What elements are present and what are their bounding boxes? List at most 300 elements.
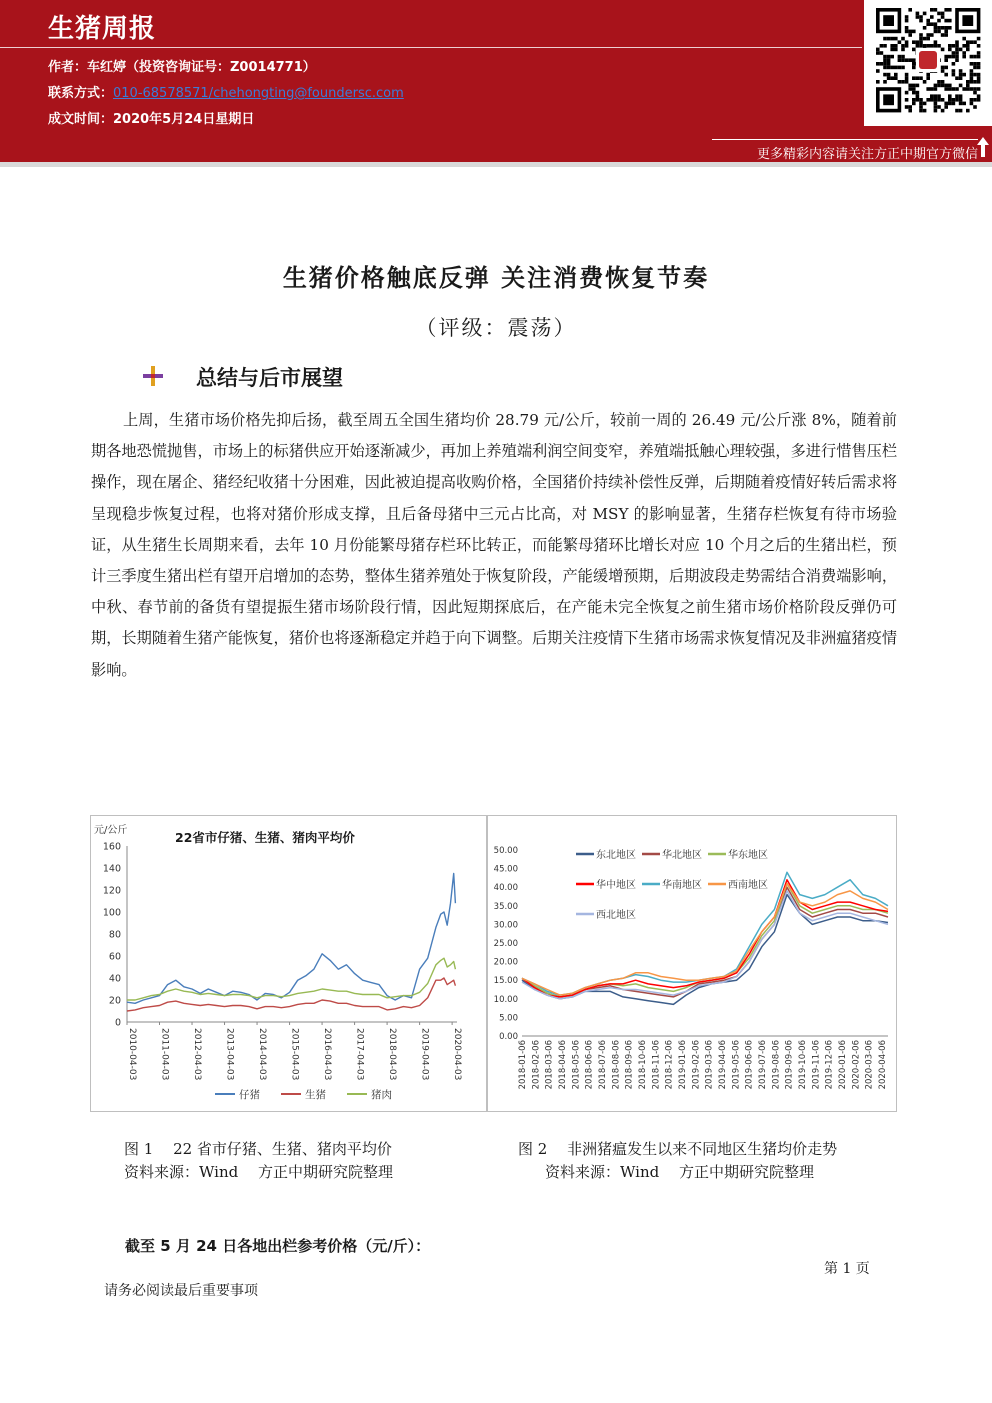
chart2-xtick: 2018-07-06 [598, 1040, 608, 1090]
qr-module [970, 69, 974, 73]
qr-module [948, 26, 952, 30]
qr-module [955, 98, 959, 102]
section-title: 总结与后市展望 [196, 366, 343, 390]
qr-module [959, 48, 963, 52]
chart1-xtick: 2015-04-03 [289, 1028, 300, 1081]
qr-module [930, 15, 934, 19]
summary-paragraph: 上周，生猪市场价格先抑后扬，截至周五全国生猪均价 28.79 元/公斤，较前一周的 26.49 元/公斤涨 8%，随着前期各地恐慌抛售，市场上的标猪供应开始逐渐减少，再加上养殖端利润空间变窄，养殖端抵触心理较强，多进行惜售压栏操作，现在屠企、猪经纪收猪十分困难，因此被迫提高收购价格，全国猪价持续补偿性反弹，后期随着疫情好转后需求将呈现稳步恢复过程，也将对猪价形成支撑，且后备母猪中三元占比高，对 MSY 的影响显著，生猪存栏恢复有待市场验证，从生猪生长周期来看，去年 10 月份能繁母猪存栏环比转正，而能繁母猪环比增长对应 10 个月之后的生猪出栏，预计三季度生猪出栏有望开启增加的态势，整体生猪养殖处于恢复阶段，产能缓增预期，后期波段走势需结合消费端影响，中秋、春节前的备货有望提振生猪市场阶段行情，因此短期探底后，在产能未完全恢复之前生猪市场价格阶段反弹仍可期，长期随着生猪产能恢复，猪价也将逐渐稳定并趋于向下调整。后期关注疫情下生猪市场需求恢复情况及非洲瘟猪疫情影响。 [91, 411, 897, 679]
qr-module [959, 73, 963, 77]
qr-module [934, 84, 938, 88]
chart1-series-line [127, 958, 455, 1000]
qr-module [966, 48, 970, 52]
qr-module [908, 30, 912, 34]
qr-module [970, 76, 974, 80]
qr-module [905, 15, 909, 19]
qr-module [923, 12, 927, 16]
qr-module [890, 66, 894, 70]
qr-module [919, 109, 923, 113]
qr-module [930, 44, 934, 48]
qr-module [908, 87, 912, 91]
qr-module [905, 76, 909, 80]
qr-module [937, 84, 941, 88]
qr-module [944, 87, 948, 91]
qr-module [944, 55, 948, 59]
qr-module [890, 55, 894, 59]
chart2-xtick: 2019-03-06 [704, 1040, 715, 1090]
qr-module [880, 44, 884, 48]
qr-module [894, 76, 898, 80]
qr-module [962, 55, 966, 59]
qr-module [952, 62, 956, 66]
chart2-xtick: 2019-12-06 [824, 1040, 835, 1090]
qr-module [898, 40, 902, 44]
qr-module [901, 48, 905, 52]
qr-module [894, 73, 898, 77]
qr-module [883, 58, 887, 62]
chart1-ytick: 160 [102, 841, 121, 853]
qr-module [977, 80, 981, 84]
qr-module [966, 44, 970, 48]
qr-module [934, 98, 938, 102]
chart2-ytick: 10.00 [493, 994, 518, 1005]
qr-module [934, 30, 938, 34]
chart1-xtick: 2016-04-03 [322, 1028, 333, 1081]
chart1-series-line [127, 874, 455, 1004]
chart1-ytick: 120 [102, 885, 121, 897]
qr-module [916, 94, 920, 98]
chart2-xtick: 2018-12-06 [664, 1040, 675, 1090]
qr-module [916, 15, 920, 19]
qr-module [941, 33, 945, 37]
qr-module [973, 73, 977, 77]
qr-module [883, 44, 887, 48]
chart2-xtick: 2018-04-06 [558, 1040, 568, 1090]
qr-module [912, 40, 916, 44]
chart2-ytick: 25.00 [493, 939, 518, 949]
qr-module [948, 48, 952, 52]
qr-module [955, 48, 959, 52]
qr-module [923, 44, 927, 48]
qr-module [908, 8, 912, 12]
qr-module [973, 66, 977, 70]
chart2-xtick: 2019-05-06 [731, 1040, 742, 1090]
qr-module [966, 84, 970, 88]
qr-module [908, 58, 912, 62]
chart2-xtick: 2019-04-06 [718, 1040, 728, 1090]
page-number: 第 1 页 [824, 1261, 870, 1277]
qr-module [941, 15, 945, 19]
qr-module [959, 69, 963, 73]
chart1-xtick: 2017-04-03 [354, 1028, 365, 1081]
qr-module [901, 80, 905, 84]
qr-finder-core [883, 15, 894, 26]
qr-module [926, 76, 930, 80]
qr-module [887, 55, 891, 59]
qr-module [937, 19, 941, 23]
qr-module [959, 98, 963, 102]
chart1-ytick: 60 [108, 951, 121, 963]
qr-finder-core [883, 94, 894, 105]
chart2-ytick: 20.00 [493, 957, 518, 968]
chart2-xtick: 2019-02-06 [691, 1040, 702, 1090]
qr-module [908, 33, 912, 37]
chart2-ytick: 30.00 [493, 920, 518, 931]
figure2-source: 资料来源：Wind 方正中期研究院整理 [545, 1163, 814, 1181]
qr-module [952, 69, 956, 73]
qr-module [952, 55, 956, 59]
chart2-xtick: 2020-01-06 [838, 1040, 848, 1090]
qr-module [926, 19, 930, 23]
qr-module [934, 26, 938, 30]
chart1-ytick: 140 [102, 863, 121, 875]
chart1-ytick: 40 [108, 973, 121, 985]
qr-module [912, 62, 916, 66]
chart1-ytick: 80 [108, 929, 121, 941]
qr-module [973, 87, 977, 91]
qr-module [916, 12, 920, 16]
qr-logo-icon [919, 51, 937, 69]
qr-module [941, 98, 945, 102]
qr-module [944, 105, 948, 109]
qr-module [955, 51, 959, 55]
chart1-xtick: 2011-04-03 [159, 1028, 170, 1081]
qr-module [926, 87, 930, 91]
header-stripe [0, 162, 992, 167]
chart2-xtick: 2018-09-06 [624, 1040, 635, 1090]
qr-module [948, 19, 952, 23]
qr-module [977, 94, 981, 98]
chart2-xtick: 2020-03-06 [864, 1040, 875, 1090]
qr-module [970, 102, 974, 106]
qr-module [912, 91, 916, 95]
qr-module [905, 105, 909, 109]
qr-module [930, 22, 934, 26]
qr-module [962, 37, 966, 41]
qr-module [926, 73, 930, 77]
qr-module [966, 87, 970, 91]
qr-module [977, 62, 981, 66]
contact-line [48, 82, 404, 101]
chart2-legend-label: 东北地区 [596, 850, 636, 861]
chart2-xtick: 2020-04-06 [878, 1040, 888, 1090]
qr-module [890, 44, 894, 48]
qr-module [952, 73, 956, 77]
qr-module [926, 22, 930, 26]
qr-module [944, 66, 948, 70]
chart2-legend-label: 华南地区 [662, 880, 702, 891]
qr-module [934, 40, 938, 44]
chart2-legend-label: 华中地区 [596, 880, 636, 891]
qr-module [887, 73, 891, 77]
qr-module [944, 30, 948, 34]
qr-module [919, 40, 923, 44]
qr-module [905, 40, 909, 44]
contact-label: 联系方式： [48, 86, 114, 101]
qr-module [962, 73, 966, 77]
qr-module [977, 66, 981, 70]
qr-module [955, 87, 959, 91]
qr-module [962, 87, 966, 91]
qr-module [948, 44, 952, 48]
qr-module [887, 37, 891, 41]
chart2-xtick: 2018-03-06 [544, 1040, 555, 1090]
qr-module [898, 55, 902, 59]
qr-module [966, 109, 970, 113]
qr-module [905, 91, 909, 95]
chart1-legend-label: 猪肉 [371, 1089, 392, 1101]
qr-module [955, 44, 959, 48]
qr-module [952, 51, 956, 55]
qr-module [948, 87, 952, 91]
qr-module [937, 80, 941, 84]
qr-module [926, 98, 930, 102]
chart1-ylabel: 元/公斤 [94, 825, 128, 836]
qr-module [941, 109, 945, 113]
qr-module [948, 84, 952, 88]
qr-module [905, 19, 909, 23]
qr-module [919, 105, 923, 109]
qr-module [970, 73, 974, 77]
qr-module [901, 58, 905, 62]
qr-module [923, 109, 927, 113]
qr-module [941, 80, 945, 84]
qr-module [948, 8, 952, 12]
qr-module [962, 44, 966, 48]
chart1-svg [91, 816, 488, 1113]
qr-module [898, 66, 902, 70]
qr-module [883, 73, 887, 77]
qr-module [930, 8, 934, 12]
report-rating: （评级：震荡） [415, 316, 577, 340]
chart1-xtick: 2010-04-03 [127, 1028, 137, 1081]
qr-module [901, 66, 905, 70]
qr-module [955, 76, 959, 80]
qr-module [905, 26, 909, 30]
qr-module [973, 40, 977, 44]
qr-module [952, 102, 956, 106]
qr-module [937, 26, 941, 30]
qr-module [977, 44, 981, 48]
qr-module [912, 87, 916, 91]
chart1-ytick: 0 [114, 1017, 121, 1029]
qr-module [977, 76, 981, 80]
qr-module [959, 84, 963, 88]
qr-module [941, 26, 945, 30]
qr-module [905, 98, 909, 102]
qr-module [912, 102, 916, 106]
qr-module [944, 58, 948, 62]
chart2-series-line [522, 884, 888, 996]
qr-module [883, 37, 887, 41]
qr-module [934, 109, 938, 113]
qr-module [944, 19, 948, 23]
qr-module [977, 55, 981, 59]
qr-module [934, 87, 938, 91]
qr-module [941, 84, 945, 88]
chart2-ytick: 0.00 [499, 1032, 518, 1042]
qr-module [970, 62, 974, 66]
chart2-ytick: 5.00 [499, 1013, 518, 1024]
qr-module [952, 44, 956, 48]
qr-code-icon [872, 4, 984, 120]
qr-module [898, 58, 902, 62]
qr-module [916, 98, 920, 102]
qr-module [962, 51, 966, 55]
date-line: 成文时间：2020年5月24日星期日 [48, 112, 255, 127]
qr-module [919, 102, 923, 106]
chart-regional-hog-price [487, 815, 897, 1112]
qr-module [941, 48, 945, 52]
chart1-xtick: 2014-04-03 [257, 1028, 268, 1081]
qr-module [944, 102, 948, 106]
qr-module [948, 102, 952, 106]
footer-notice: 请务必阅读最后重要事项 [104, 1283, 258, 1299]
figure2-caption: 图 2 非洲猪瘟发生以来不同地区生猪均价走势 [518, 1140, 838, 1158]
qr-module [966, 80, 970, 84]
qr-module [898, 80, 902, 84]
qr-module [926, 44, 930, 48]
report-brand: 生猪周报 [48, 14, 157, 44]
qr-module [923, 37, 927, 41]
qr-module [973, 98, 977, 102]
chart2-svg [488, 816, 898, 1113]
chart2-xtick: 2019-01-06 [678, 1040, 688, 1090]
chart2-xtick: 2019-11-06 [811, 1040, 822, 1090]
chart2-legend-label: 西南地区 [728, 880, 768, 891]
contact-link[interactable]: 010-68578571/chehongting@foundersc.com [113, 86, 404, 101]
qr-module [908, 109, 912, 113]
chart-price-22-provinces [90, 815, 487, 1112]
qr-module [955, 40, 959, 44]
qr-module [883, 55, 887, 59]
qr-module [966, 40, 970, 44]
qr-module [905, 44, 909, 48]
qr-module [894, 37, 898, 41]
qr-module [883, 62, 887, 66]
qr-module [923, 80, 927, 84]
chart2-ytick: 50.00 [493, 846, 518, 856]
qr-module [970, 40, 974, 44]
qr-module [887, 62, 891, 66]
chart2-xtick: 2018-01-06 [518, 1040, 528, 1090]
qr-module [952, 98, 956, 102]
qr-module [959, 76, 963, 80]
qr-module [912, 66, 916, 70]
qr-module [934, 102, 938, 106]
qr-module [973, 62, 977, 66]
qr-module [955, 109, 959, 113]
qr-module [934, 44, 938, 48]
qr-module [916, 40, 920, 44]
chart2-xtick: 2018-11-06 [651, 1040, 662, 1090]
qr-module [930, 94, 934, 98]
qr-module [937, 12, 941, 16]
qr-module [944, 33, 948, 37]
qr-module [977, 37, 981, 41]
qr-module [970, 80, 974, 84]
qr-module [973, 91, 977, 95]
qr-module [977, 98, 981, 102]
qr-module [934, 105, 938, 109]
qr-module [880, 62, 884, 66]
qr-module [876, 80, 880, 84]
qr-module [916, 76, 920, 80]
figure1-caption: 图 1 22 省市仔猪、生猪、猪肉平均价 [124, 1140, 392, 1158]
qr-module [930, 98, 934, 102]
qr-module [937, 94, 941, 98]
qr-module [930, 33, 934, 37]
arrow-up-icon [976, 136, 990, 158]
qr-module [912, 76, 916, 80]
qr-module [926, 37, 930, 41]
chart1-ytick: 100 [102, 907, 121, 919]
chart1-xtick: 2013-04-03 [224, 1028, 235, 1081]
qr-module [937, 98, 941, 102]
qr-module [941, 69, 945, 73]
qr-module [919, 98, 923, 102]
report-header [0, 0, 992, 162]
qr-module [890, 37, 894, 41]
qr-module [934, 22, 938, 26]
qr-module [901, 44, 905, 48]
qr-module [876, 62, 880, 66]
qr-module [973, 55, 977, 59]
qr-code [864, 0, 992, 126]
qr-module [912, 48, 916, 52]
qr-module [934, 8, 938, 12]
qr-module [926, 33, 930, 37]
qr-module [941, 66, 945, 70]
chart2-xtick: 2019-07-06 [758, 1040, 768, 1090]
qr-module [916, 91, 920, 95]
qr-module [876, 51, 880, 55]
qr-module [901, 55, 905, 59]
qr-module [880, 51, 884, 55]
chart2-xtick: 2018-08-06 [611, 1040, 622, 1090]
qr-module [948, 55, 952, 59]
qr-module [944, 84, 948, 88]
qr-module [955, 94, 959, 98]
qr-module [948, 98, 952, 102]
qr-module [970, 87, 974, 91]
qr-module [952, 87, 956, 91]
qr-module [930, 87, 934, 91]
qr-module [970, 55, 974, 59]
qr-module [912, 58, 916, 62]
qr-module [876, 48, 880, 52]
chart2-ytick: 45.00 [493, 864, 518, 875]
chart1-ytick: 20 [108, 995, 121, 1007]
qr-module [908, 84, 912, 88]
qr-module [890, 48, 894, 52]
chart2-xtick: 2018-10-06 [638, 1040, 648, 1090]
qr-module [919, 15, 923, 19]
qr-module [912, 30, 916, 34]
qr-module [887, 58, 891, 62]
qr-module [919, 33, 923, 37]
qr-finder-core [962, 15, 973, 26]
qr-module [923, 102, 927, 106]
qr-module [883, 66, 887, 70]
chart2-xtick: 2019-06-06 [744, 1040, 755, 1090]
qr-module [959, 102, 963, 106]
qr-module [919, 37, 923, 41]
chart2-ytick: 35.00 [493, 901, 518, 912]
qr-module [955, 58, 959, 62]
chart2-xtick: 2018-02-06 [531, 1040, 542, 1090]
qr-module [876, 69, 880, 73]
chart2-xtick: 2018-05-06 [571, 1040, 582, 1090]
